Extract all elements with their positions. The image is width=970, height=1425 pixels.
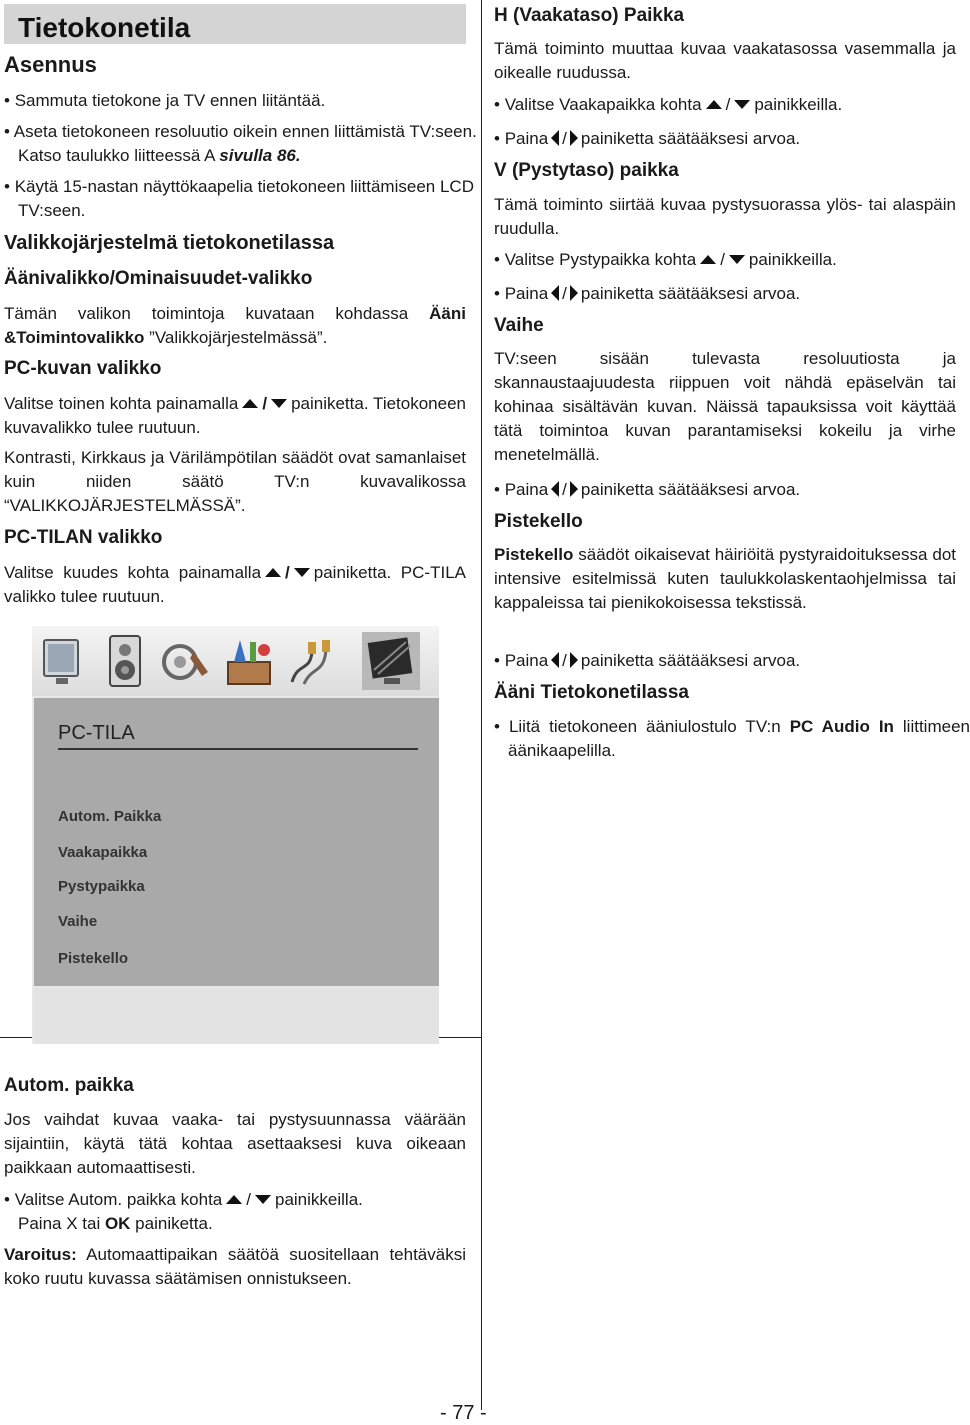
h-paikka-heading: H (Vaakataso) Paikka xyxy=(494,5,685,26)
up-arrow-icon xyxy=(265,568,281,577)
left-arrow-icon xyxy=(551,652,559,668)
down-arrow-icon xyxy=(729,255,745,264)
down-arrow-icon xyxy=(271,399,287,408)
valikko-heading: Valikkojärjestelmä tietokonetilassa xyxy=(4,232,335,254)
varoitus-paragraph: Varoitus: Automaattipaikan säätöä suositellaan tehtäväksi koko ruutu kuvassa säätämisen onnistukseen. xyxy=(4,1245,466,1288)
left-arrow-icon xyxy=(551,285,559,301)
pctila-heading: PC-TILAN valikko xyxy=(4,527,163,548)
pistekello-paragraph: Pistekello säädöt oikaisevat häiriöitä pystyraidoituksessa dot intensive esitelmissä kuten taulukkolaskentaohjelmissa tai kappaleissa tai pienikokoisessa tekstissä. xyxy=(494,545,956,612)
aani-tietokone-bullet: • Liitä tietokoneen ääniulostulo TV:n PC Audio In liittimeen äänikaapelilla. xyxy=(494,717,970,760)
h-paikka-bullet-1: • Valitse Vaakapaikka kohta / painikkeilla. xyxy=(494,95,843,114)
column-divider xyxy=(481,0,482,1410)
right-arrow-icon xyxy=(570,285,578,301)
page-title: Tietokonetila xyxy=(18,12,191,43)
page-number: - 77 - xyxy=(440,1402,487,1424)
pc-mode-icon[interactable] xyxy=(362,632,420,690)
osd-icon-bar xyxy=(32,626,439,696)
source-icon[interactable] xyxy=(284,632,338,690)
osd-item-vaakapaikka[interactable]: Vaakapaikka xyxy=(58,844,148,861)
speaker-icon[interactable] xyxy=(98,632,152,690)
v-paikka-bullet-1: • Valitse Pystypaikka kohta / painikkeilla. xyxy=(494,250,837,269)
pc-tila-osd-menu xyxy=(32,626,439,1044)
vaihe-bullet: • Paina / painiketta säätääksesi arvoa. xyxy=(494,480,801,499)
h-paikka-paragraph: Tämä toiminto muuttaa kuvaa vaakatasossa vasemmalla ja oikealle ruudussa. xyxy=(494,39,956,82)
h-paikka-bullet-2: • Paina / painiketta säätääksesi arvoa. xyxy=(494,129,801,148)
osd-item-pystypaikka[interactable]: Pystypaikka xyxy=(58,878,145,895)
down-arrow-icon xyxy=(734,100,750,109)
right-arrow-icon xyxy=(570,481,578,497)
right-arrow-icon xyxy=(570,652,578,668)
autom-bullet: • Valitse Autom. paikka kohta / painikkeilla. Paina X tai OK painiketta. xyxy=(4,1190,363,1233)
pckuva-paragraph-2: Kontrasti, Kirkkaus ja Värilämpötilan säädöt ovat samanlaiset kuin niiden säätö TV:n kuvavalikossa “VALIKKOJÄRJESTELMÄSSÄ”. xyxy=(4,448,466,515)
features-icon[interactable] xyxy=(222,632,276,690)
asennus-bullet-2: • Aseta tietokoneen resoluutio oikein ennen liittämistä TV:seen. Katso taulukko liitteessä A sivulla 86. xyxy=(4,122,477,165)
osd-panel xyxy=(34,698,439,986)
osd-footer xyxy=(34,988,439,1044)
asennus-bullet-1: • Sammuta tietokone ja TV ennen liitäntää. xyxy=(4,91,326,110)
up-arrow-icon xyxy=(706,100,722,109)
pistekello-heading: Pistekello xyxy=(494,511,583,532)
right-arrow-icon xyxy=(570,130,578,146)
page-title-bar xyxy=(4,4,466,44)
autom-paragraph: Jos vaihdat kuvaa vaaka- tai pystysuunnassa väärään sijaintiin, käytä tätä kohtaa asettaaksesi kuva oikeaan paikkaan automaattisesti. xyxy=(4,1110,466,1177)
v-paikka-heading: V (Pystytaso) paikka xyxy=(494,160,679,181)
aani-paragraph: Tämän valikon toimintoja kuvataan kohdassa Ääni &Toimintovalikko ”Valikkojärjestelmässä”. xyxy=(4,304,466,347)
left-arrow-icon xyxy=(551,130,559,146)
down-arrow-icon xyxy=(255,1195,271,1204)
osd-item-pistekello[interactable]: Pistekello xyxy=(58,950,129,967)
vaihe-heading: Vaihe xyxy=(494,315,544,336)
down-arrow-icon xyxy=(294,568,310,577)
v-paikka-bullet-2: • Paina / painiketta säätääksesi arvoa. xyxy=(494,284,801,303)
osd-title-underline xyxy=(58,748,418,750)
pctila-paragraph: Valitse kuudes kohta painamalla / painiketta. PC-TILA valikko tulee ruutuun. xyxy=(4,563,466,606)
asennus-heading: Asennus xyxy=(4,52,97,77)
settings-icon[interactable] xyxy=(158,632,212,690)
aani-tietokone-heading: Ääni Tietokonetilassa xyxy=(494,682,689,703)
picture-icon[interactable] xyxy=(36,632,90,690)
osd-item-autom-paikka[interactable]: Autom. Paikka xyxy=(58,808,162,825)
pistekello-bullet: • Paina / painiketta säätääksesi arvoa. xyxy=(494,651,801,670)
osd-item-vaihe[interactable]: Vaihe xyxy=(58,913,98,930)
left-arrow-icon xyxy=(551,481,559,497)
pckuva-paragraph-1: Valitse toinen kohta painamalla / painiketta. Tietokoneen kuvavalikko tulee ruutuun. xyxy=(4,394,466,437)
aani-heading: Äänivalikko/Ominaisuudet-valikko xyxy=(4,268,313,289)
up-arrow-icon xyxy=(226,1195,242,1204)
vaihe-paragraph: TV:seen sisään tulevasta resoluutiosta ja skannaustaajuudesta riippuen voit nähdä epäselvän tai kohinaa sisältävän kuvan. Näissä tapauksissa voit käyttää tätä toimintoa kuvan parantamiseksi kokeilu ja virhe menetelmällä. xyxy=(494,349,956,464)
up-arrow-icon xyxy=(700,255,716,264)
pckuva-heading: PC-kuvan valikko xyxy=(4,358,162,379)
asennus-bullet-3: • Käytä 15-nastan näyttökaapelia tietokoneen liittämiseen LCD TV:seen. xyxy=(4,177,474,220)
autom-heading: Autom. paikka xyxy=(4,1075,134,1096)
up-arrow-icon xyxy=(242,399,258,408)
osd-title: PC-TILA xyxy=(58,722,135,744)
v-paikka-paragraph: Tämä toiminto siirtää kuvaa pystysuorassa ylös- tai alaspäin ruudulla. xyxy=(494,195,956,238)
